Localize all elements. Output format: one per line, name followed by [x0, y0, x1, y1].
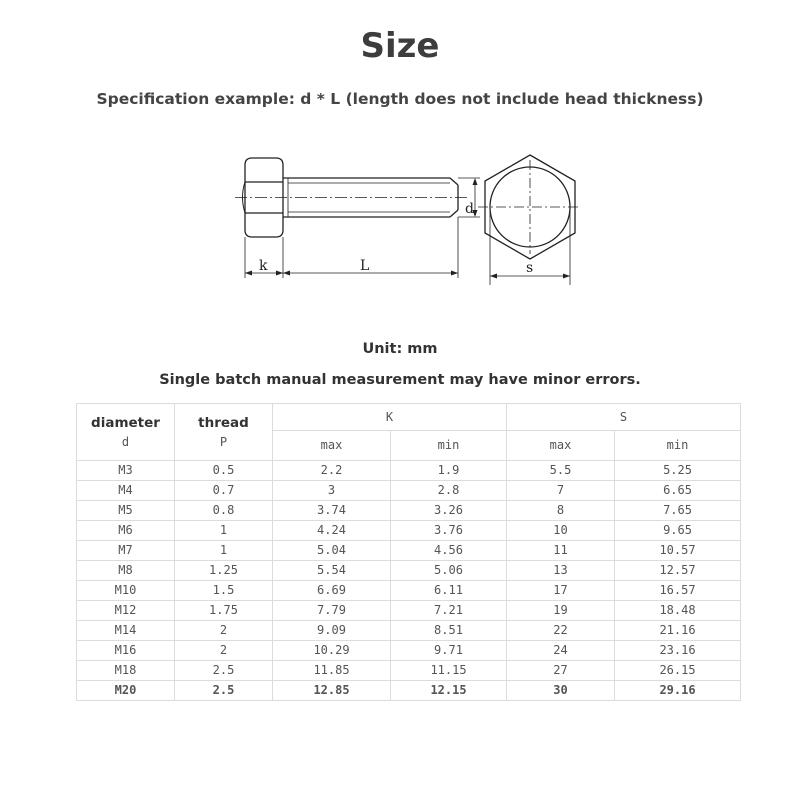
s-min-cell: 29.16	[615, 681, 741, 701]
k-min-cell: 4.56	[391, 541, 507, 561]
k-max-cell: 3.74	[273, 501, 391, 521]
k-min-header: min	[391, 431, 507, 461]
k-max-cell: 5.04	[273, 541, 391, 561]
s-max-cell: 10	[507, 521, 615, 541]
table-row	[77, 521, 741, 541]
diameter-cell: M3	[77, 461, 175, 481]
k-min-cell: 1.9	[391, 461, 507, 481]
unit-label: Unit: mm	[362, 341, 438, 357]
s-max-cell: 7	[507, 481, 615, 501]
diameter-cell: M8	[77, 561, 175, 581]
diameter-cell: M20	[77, 681, 175, 701]
k-min-cell: 8.51	[391, 621, 507, 641]
s-min-cell: 18.48	[615, 601, 741, 621]
s-max-cell: 5.5	[507, 461, 615, 481]
s-min-cell: 23.16	[615, 641, 741, 661]
diameter-cell: M14	[77, 621, 175, 641]
diameter-cell: M7	[77, 541, 175, 561]
diameter-header	[77, 404, 175, 461]
thread-cell: 0.5	[175, 461, 273, 481]
k-max-cell: 2.2	[273, 461, 391, 481]
k-label: k	[259, 258, 268, 274]
table-row	[77, 541, 741, 561]
thread-cell: 1.75	[175, 601, 273, 621]
k-min-cell: 2.8	[391, 481, 507, 501]
k-min-cell: 12.15	[391, 681, 507, 701]
thread-header	[175, 404, 273, 461]
s-max-cell: 17	[507, 581, 615, 601]
diameter-cell: M6	[77, 521, 175, 541]
k-max-cell: 10.29	[273, 641, 391, 661]
s-min-cell: 12.57	[615, 561, 741, 581]
s-min-cell: 16.57	[615, 581, 741, 601]
k-max-cell: 11.85	[273, 661, 391, 681]
s-min-cell: 9.65	[615, 521, 741, 541]
thread-cell: 2.5	[175, 681, 273, 701]
k-min-cell: 6.11	[391, 581, 507, 601]
k-max-cell: 9.09	[273, 621, 391, 641]
k-header: K	[273, 404, 507, 431]
table-row	[77, 661, 741, 681]
k-max-cell: 5.54	[273, 561, 391, 581]
k-min-cell: 5.06	[391, 561, 507, 581]
thread-label: thread	[198, 415, 249, 431]
d-label: d	[465, 201, 474, 217]
thread-symbol: P	[219, 435, 228, 449]
diameter-cell: M4	[77, 481, 175, 501]
diameter-label: diameter	[91, 415, 160, 431]
diameter-cell: M5	[77, 501, 175, 521]
k-max-cell: 3	[273, 481, 391, 501]
page-title: Size	[360, 26, 440, 66]
table-row	[77, 601, 741, 621]
k-l-dimension	[245, 217, 458, 278]
s-min-cell: 26.15	[615, 661, 741, 681]
s-label: s	[526, 260, 534, 276]
measurement-note: Single batch manual measurement may have minor errors.	[159, 372, 641, 388]
table-row	[77, 501, 741, 521]
table-row	[77, 581, 741, 601]
k-max-cell: 12.85	[273, 681, 391, 701]
thread-cell: 1.5	[175, 581, 273, 601]
s-max-cell: 22	[507, 621, 615, 641]
s-max-cell: 13	[507, 561, 615, 581]
k-min-cell: 11.15	[391, 661, 507, 681]
k-min-cell: 7.21	[391, 601, 507, 621]
table-row	[77, 641, 741, 661]
bolt-drawing	[230, 150, 580, 290]
s-min-cell: 5.25	[615, 461, 741, 481]
s-min-cell: 21.16	[615, 621, 741, 641]
thread-cell: 1	[175, 521, 273, 541]
table-row	[77, 561, 741, 581]
s-min-header: min	[615, 431, 741, 461]
s-max-header: max	[507, 431, 615, 461]
k-max-cell: 4.24	[273, 521, 391, 541]
s-max-cell: 30	[507, 681, 615, 701]
thread-cell: 1.25	[175, 561, 273, 581]
diameter-cell: M12	[77, 601, 175, 621]
thread-cell: 2.5	[175, 661, 273, 681]
thread-cell: 2	[175, 641, 273, 661]
s-max-cell: 11	[507, 541, 615, 561]
diameter-cell: M10	[77, 581, 175, 601]
table-row	[77, 681, 741, 701]
diameter-cell: M16	[77, 641, 175, 661]
table-row	[77, 461, 741, 481]
table-body	[77, 461, 741, 701]
k-min-cell: 3.26	[391, 501, 507, 521]
s-min-cell: 10.57	[615, 541, 741, 561]
k-max-cell: 7.79	[273, 601, 391, 621]
specification-example: Specification example: d * L (length does not include head thickness)	[96, 90, 704, 108]
s-max-cell: 8	[507, 501, 615, 521]
s-max-cell: 24	[507, 641, 615, 661]
s-max-cell: 27	[507, 661, 615, 681]
diameter-cell: M18	[77, 661, 175, 681]
table-row	[77, 621, 741, 641]
bolt-head-front	[478, 155, 580, 259]
k-max-cell: 6.69	[273, 581, 391, 601]
l-label: L	[360, 258, 370, 274]
size-table	[76, 403, 741, 701]
thread-cell: 2	[175, 621, 273, 641]
k-max-header: max	[273, 431, 391, 461]
diameter-symbol: d	[121, 435, 130, 449]
s-header: S	[507, 404, 741, 431]
thread-cell: 0.7	[175, 481, 273, 501]
k-min-cell: 9.71	[391, 641, 507, 661]
s-min-cell: 7.65	[615, 501, 741, 521]
s-min-cell: 6.65	[615, 481, 741, 501]
table-row	[77, 481, 741, 501]
s-max-cell: 19	[507, 601, 615, 621]
k-min-cell: 3.76	[391, 521, 507, 541]
thread-cell: 0.8	[175, 501, 273, 521]
thread-cell: 1	[175, 541, 273, 561]
